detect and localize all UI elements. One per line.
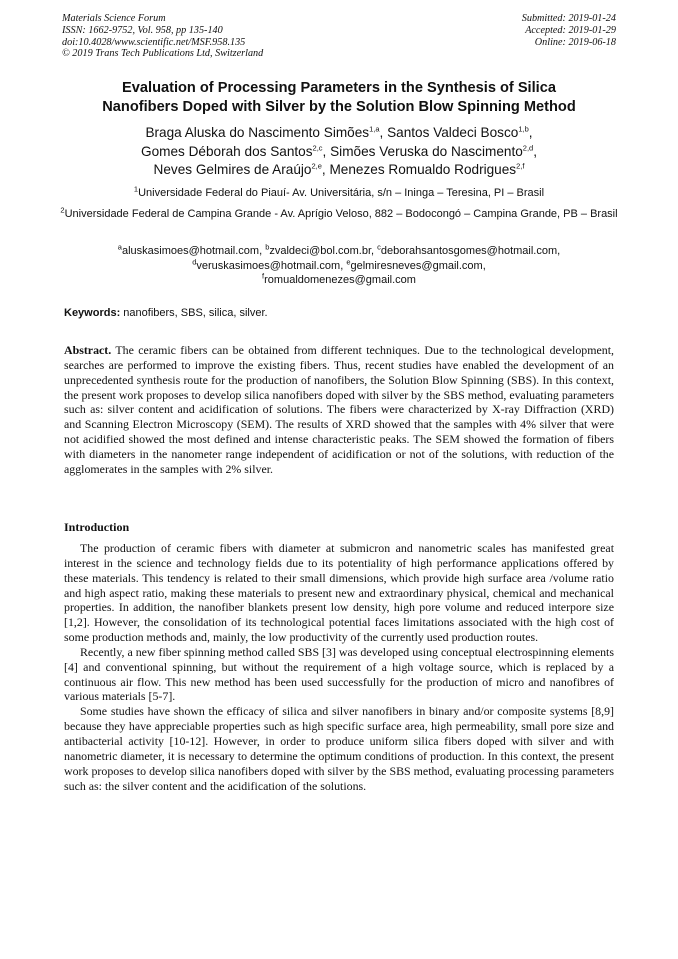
- email-address[interactable]: aluskasimoes@hotmail.com: [121, 245, 260, 257]
- author-name: Gomes Déborah dos Santos: [141, 143, 313, 159]
- author-name: Braga Aluska do Nascimento Simões: [145, 125, 370, 140]
- email-address[interactable]: gelmiresneves@gmail.com: [350, 259, 483, 272]
- email-address[interactable]: deborahsantosgomes@hotmail.com: [380, 245, 558, 257]
- email-address[interactable]: romualdomenezes@gmail.com: [264, 274, 416, 287]
- affiliation-text: Universidade Federal de Campina Grande - Av. Aprígio Veloso, 882 – Bodocongó – Campina Grande, PB – Brasil: [64, 208, 618, 220]
- email-mark: e: [346, 257, 351, 267]
- affiliation-1: [60, 186, 618, 201]
- author-name: Santos Valdeci Bosco: [387, 125, 519, 140]
- author-name: Neves Gelmires de Araújo: [153, 162, 312, 177]
- abstract-label: Abstract.: [64, 343, 112, 357]
- copyright-line: © 2019 Trans Tech Publications Ltd, Switzerland: [62, 48, 264, 60]
- affiliation-2: [60, 207, 618, 222]
- keywords: [64, 307, 614, 319]
- author-affiliation-mark: 2,d: [522, 142, 534, 152]
- affiliation-mark: 1: [133, 184, 139, 194]
- paragraph: Recently, a new fiber spinning method called SBS [3] was developed using conceptual electrospinning elements [4] and conventional spinning, but without the requirement of a high voltage source, which is replaced by a continuous air flow. This new method has been used successfully for the production of micro and nanofibres of various materials [5-7].: [64, 644, 614, 704]
- title-line: Evaluation of Processing Parameters in the Synthesis of Silica: [122, 80, 556, 96]
- paragraph: The production of ceramic fibers with diameter at submicron and nanometric scales has manifested great interest in the science and technology fields due to its potentiality of high performance applications offered by these materials. This tendency is related to their small dimensions, which provide high surface area /volume ratio and high aspect ratio, making these materials to present new and extraordinary physical, chemical and mechanical properties. In addition, the nanofiber blankets present low density, high pore volume and reduced interpore size [1,2]. However, the consolidation of its technological potential faces limitations associated with the high cost of some production methods and, mainly, the low productivity of the currently used production routes.: [64, 541, 614, 645]
- online-date: Online: 2019-06-18: [534, 36, 616, 48]
- paragraph: Some studies have shown the efficacy of silica and silver nanofibers in binary and/or composite systems [8,9] because they have appreciable properties such as high specific surface area, high permeability, small pore size and antibacterial activity [10-12]. However, in order to produce uniform silica fibers doped with silver and with nanometric diameter, it is necessary to determine the optimum conditions of production. In this context, the present work proposes to develop silica nanofibers doped with silver by the SBS method, evaluating processing parameters such as: the silver content and the acidification of the solutions.: [64, 704, 614, 793]
- keywords-text: nanofibers, SBS, silica, silver.: [120, 307, 268, 319]
- accepted-date: Accepted: 2019-01-29: [525, 24, 616, 36]
- author-affiliation-mark: 1,b: [518, 124, 529, 134]
- submitted-date: Submitted: 2019-01-24: [521, 13, 616, 24]
- email-address[interactable]: veruskasimoes@hotmail.com: [196, 259, 341, 272]
- affiliation-text: Universidade Federal do Piauí- Av. Universitária, s/n – Ininga – Teresina, PI – Brasil: [138, 187, 545, 199]
- affiliation-mark: 2: [60, 205, 65, 215]
- email-mark: c: [377, 242, 381, 252]
- doi-line: doi:10.4028/www.scientific.net/MSF.958.135: [62, 36, 246, 48]
- author-affiliation-mark: 2,f: [516, 161, 525, 171]
- title-line: Nanofibers Doped with Silver by the Solution Blow Spinning Method: [102, 99, 576, 115]
- author-list: Braga Aluska do Nascimento Simões$^{1,a}$, Santos Valdeci Bosco$^{1,b}$, Gomes Déborah dos Santos$^{2,c}$, Simões Veruska do Nascimento$^{2,d}$, Neves Gelmires de Araújo$^{2,e}$, Menezes Romualdo Rodrigues$^{2,f}$: [141, 124, 537, 177]
- introduction-body: [64, 541, 614, 793]
- introduction-heading: Introduction: [64, 520, 130, 534]
- abstract: [64, 343, 614, 477]
- paper-title: [40, 79, 638, 117]
- author-affiliation-mark: 2,e: [311, 161, 322, 171]
- abstract-text: The ceramic fibers can be obtained from different techniques. Due to the technological development, searches are performed to improve the existing fibers. Thus, recent studies have enabled the development of an unprecedented synthesis route for the production of nanofibers, the Solution Blow Spinning (SBS). In this context, the present work proposes to develop silica nanofibers doped with silver by the SBS method, evaluating parameters such as: silver content and acidification of solutions. The fibers were characterized by X-ray Diffraction (XRD) and Scanning Electron Microscopy (SEM). The results of XRD showed that the samples with 4% silver that were not acidified showed the most defined and intense characteristic peaks. The SEM showed the formation of fibers with diameters in the nanometer range independent of acidification or not of the solutions, with reduction of the agglomerates in the samples with 2% silver.: [64, 343, 614, 476]
- author-affiliation-mark: 2,c: [312, 142, 323, 152]
- email-mark: f: [262, 271, 265, 281]
- author-name: Menezes Romualdo Rodrigues: [329, 162, 517, 177]
- journal-name: Materials Science Forum: [62, 13, 166, 24]
- email-list: $^a$aluskasimoes@hotmail.com, $^b$zvaldeci@bol.com.br, $^c$deborahsantosgomes@hotmail.com, $^d$veruskasimoes@hotmail.com, $^e$gelmiresneves@gmail.com, $^f$romualdomenezes@gmail.com: [117, 242, 561, 287]
- publication-dates: [522, 13, 616, 48]
- keywords-label: Keywords:: [64, 307, 121, 319]
- issn-line: ISSN: 1662-9752, Vol. 958, pp 135-140: [62, 24, 223, 36]
- email-mark: b: [265, 242, 270, 252]
- email-mark: d: [192, 257, 197, 267]
- email-mark: a: [117, 242, 122, 252]
- email-address[interactable]: zvaldeci@bol.com.br: [269, 245, 372, 257]
- journal-info: [62, 13, 263, 60]
- author-name: Simões Veruska do Nascimento: [330, 143, 523, 159]
- author-affiliation-mark: 1,a: [369, 124, 380, 134]
